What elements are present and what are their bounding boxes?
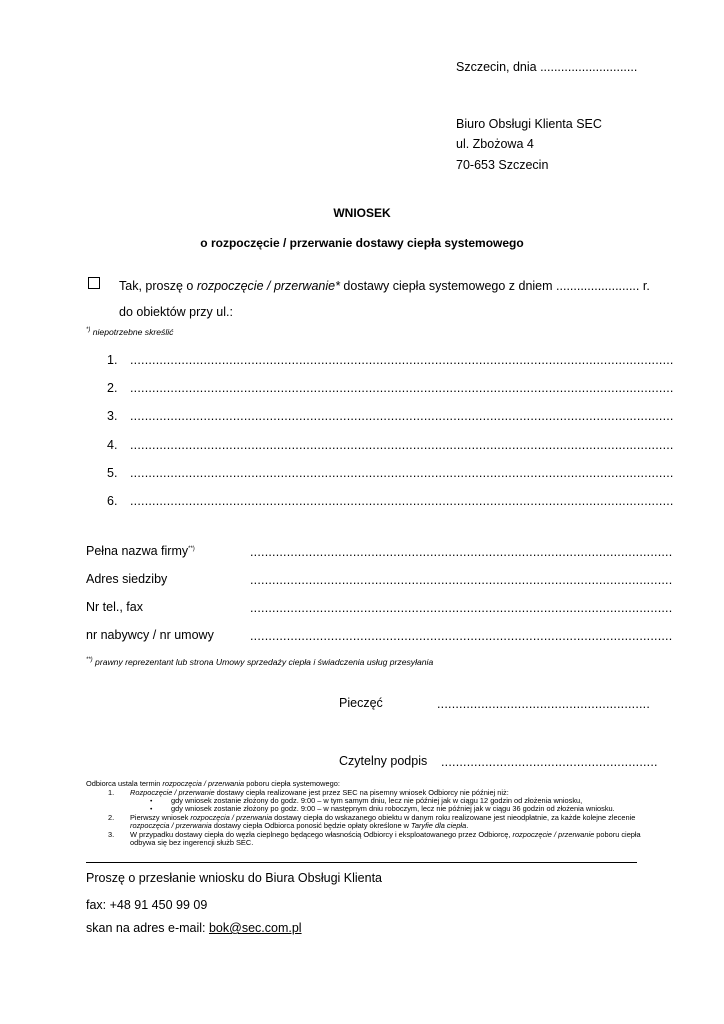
- terms-item-1-italic: Rozpoczęcie / przerwanie: [130, 788, 215, 797]
- address-line-2-field[interactable]: ....................................................................................................................................................: [130, 381, 674, 395]
- terms-item-3-num: 3.: [108, 830, 115, 839]
- footnote-2-mark: **): [86, 657, 93, 664]
- address-line-4-field[interactable]: ....................................................................................................................................................: [130, 438, 674, 452]
- address-line-3-num: 3.: [107, 409, 118, 423]
- signature-label: Czytelny podpis: [339, 754, 428, 768]
- footer-line-1: Proszę o przesłanie wniosku do Biura Obsługi Klienta: [86, 871, 382, 885]
- terms-intro-italic: rozpoczęcia / przerwania: [162, 779, 245, 788]
- footnote-1-mark: *): [86, 327, 91, 334]
- terms-item-3-a: W przypadku dostawy ciepła do węzła cieplnego będącego własnością Odbiorcy i eksploatowanego przez Odbiorcę,: [130, 830, 513, 839]
- address-line-1-field[interactable]: ....................................................................................................................................................: [130, 353, 674, 367]
- request-text-b: dostawy ciepła systemowego z dniem ........................ r.: [339, 279, 650, 293]
- footnote-2: [86, 657, 433, 667]
- address-line-6-field[interactable]: ....................................................................................................................................................: [130, 494, 674, 508]
- terms-item-2-c: dostawy ciepła Odbiorca ponosić będzie opłaty określone w: [211, 821, 411, 830]
- company-name-label-text: Pełna nazwa firmy: [86, 544, 189, 558]
- company-name-label-mark: **): [188, 545, 195, 552]
- customer-number-field[interactable]: ...................................................................................................................: [250, 629, 673, 643]
- place-date: Szczecin, dnia ............................: [456, 60, 638, 74]
- company-address-label: Adres siedziby: [86, 572, 168, 586]
- address-line-6-num: 6.: [107, 494, 118, 508]
- request-text-a: Tak, proszę o: [119, 279, 197, 293]
- footnote-2-text: prawny reprezentant lub strona Umowy sprzedaży ciepła i świadczenia usług przesyłania: [92, 657, 434, 667]
- address-line-2-num: 2.: [107, 381, 118, 395]
- terms-intro-a: Odbiorca ustala termin: [86, 779, 163, 788]
- request-line-2: do obiektów przy ul.:: [119, 305, 233, 319]
- document-title: WNIOSEK: [333, 206, 391, 220]
- stamp-field[interactable]: ..........................................................: [437, 697, 651, 711]
- footer-fax: fax: +48 91 450 99 09: [86, 898, 208, 912]
- terms-bullet-2-dot: •: [150, 806, 153, 813]
- address-line-5-field[interactable]: ....................................................................................................................................................: [130, 466, 674, 480]
- terms-item-3-b: poboru ciepła: [594, 830, 641, 839]
- company-name-label: [86, 544, 195, 558]
- terms-bullet-2: gdy wniosek zostanie złożony po godz. 9:00 – w następnym dniu roboczym, lecz nie później jak w ciągu 36 godzin od złożenia wniosku.: [171, 804, 615, 813]
- terms-item-1-num: 1.: [108, 788, 115, 797]
- email-link[interactable]: bok@sec.com.pl: [208, 921, 302, 935]
- terms-item-2-a: Pierwszy wniosek: [130, 813, 191, 822]
- document-subtitle: o rozpoczęcie / przerwanie dostawy ciepła systemowego: [200, 236, 524, 250]
- terms-item-3-italic: rozpoczęcie / przerwanie: [512, 830, 595, 839]
- recipient-line-3: 70-653 Szczecin: [456, 158, 549, 172]
- terms-item-2-italic: rozpoczęcia / przerwania: [190, 813, 273, 822]
- customer-number-label: nr nabywcy / nr umowy: [86, 628, 214, 642]
- footer-email-prefix: skan na adres e-mail:: [86, 921, 209, 935]
- request-checkbox[interactable]: [88, 277, 100, 289]
- company-address-field[interactable]: ...................................................................................................................: [250, 573, 673, 587]
- footer-email-line: [86, 921, 302, 935]
- terms-bullet-1-dot: •: [150, 798, 153, 805]
- request-text-italic: rozpoczęcie / przerwanie*: [196, 279, 340, 293]
- phone-fax-label: Nr tel., fax: [86, 600, 143, 614]
- terms-item-2-num: 2.: [108, 813, 115, 822]
- terms-item-2-b: dostawy ciepła do wskazanego obiektu w danym roku realizowane jest nieodpłatnie, za każde kolejne zlecenie: [272, 813, 636, 822]
- address-line-4-num: 4.: [107, 438, 118, 452]
- divider: [86, 862, 637, 863]
- terms-item-3-cont: odbywa się bez ingerencji służb SEC.: [130, 838, 254, 847]
- company-name-field[interactable]: ...................................................................................................................: [250, 545, 673, 559]
- terms-item-2-c-italic: rozpoczęcia / przerwania: [130, 821, 212, 830]
- recipient-line-1: Biuro Obsługi Klienta SEC: [456, 117, 602, 131]
- stamp-label: Pieczęć: [339, 696, 383, 710]
- signature-field[interactable]: ...........................................................: [441, 755, 658, 769]
- recipient-line-2: ul. Zbożowa 4: [456, 137, 534, 151]
- address-line-1-num: 1.: [107, 353, 118, 367]
- phone-fax-field[interactable]: ...................................................................................................................: [250, 601, 673, 615]
- address-line-5-num: 5.: [107, 466, 118, 480]
- footnote-1: [86, 327, 173, 337]
- terms-item-2-tariff: Taryfie dla ciepła: [411, 821, 467, 830]
- request-text: [119, 279, 650, 293]
- terms-item-2-end: .: [466, 821, 469, 830]
- footnote-1-text: niepotrzebne skreślić: [90, 327, 174, 337]
- terms-bullet-1: gdy wniosek zostanie złożony do godz. 9:00 – w tym samym dniu, lecz nie później jak w ciągu 12 godzin od złożenia wniosku,: [171, 796, 583, 805]
- terms-item-1-text: dostawy ciepła realizowane jest przez SEC na pisemny wniosek Odbiorcy nie później niż:: [214, 788, 509, 797]
- terms-intro-b: poboru ciepła systemowego:: [244, 779, 340, 788]
- address-line-3-field[interactable]: ....................................................................................................................................................: [130, 409, 674, 423]
